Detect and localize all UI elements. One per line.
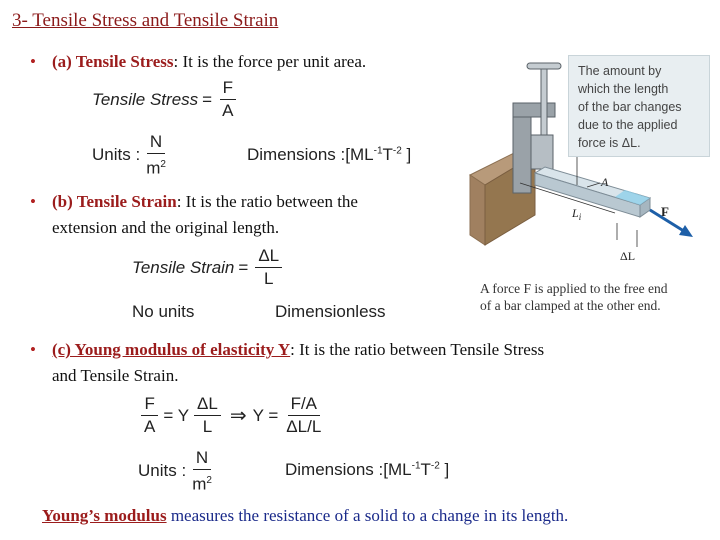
stress-dim-value: [$ML^{-1}T^{-2}$ ] bbox=[345, 145, 412, 164]
bullet-tensile-strain bbox=[30, 190, 358, 214]
young-fraction-2 bbox=[194, 394, 221, 437]
clamp-jaw bbox=[531, 135, 553, 169]
young-fraction-1 bbox=[141, 394, 158, 437]
figure-caption bbox=[480, 280, 667, 314]
strain-definition-1: : It is the ratio between the bbox=[176, 192, 358, 211]
strain-fraction-num: ΔL bbox=[255, 246, 282, 268]
label-delta-l: ΔL bbox=[620, 249, 636, 263]
strain-formula bbox=[132, 246, 285, 289]
label-li: $L_i$ bbox=[572, 206, 582, 222]
stress-dimensions bbox=[247, 145, 411, 165]
young-units-fraction bbox=[189, 448, 215, 495]
young-units-num: N bbox=[193, 448, 211, 470]
bullet-young-modulus bbox=[30, 338, 544, 362]
callout-line-3: of the bar changes bbox=[578, 100, 682, 114]
stress-units bbox=[92, 132, 172, 179]
young-units bbox=[138, 448, 218, 495]
strain-fraction-den: L bbox=[263, 269, 274, 288]
strain-formula-eq: = bbox=[238, 257, 249, 277]
young-y-eq: Y = bbox=[252, 405, 279, 425]
stress-label: (a) Tensile Stress bbox=[52, 52, 174, 71]
clamp-handle bbox=[527, 63, 561, 69]
clamp-arm bbox=[513, 103, 555, 117]
stress-fraction bbox=[219, 78, 236, 121]
stress-formula bbox=[92, 78, 239, 121]
clamp-screw bbox=[541, 65, 547, 135]
strain-dimensions: Dimensionless bbox=[275, 302, 386, 321]
bullet-dot: • bbox=[30, 192, 36, 211]
stress-fraction-den: A bbox=[222, 101, 234, 120]
young-f2-den: L bbox=[202, 417, 213, 436]
strain-units: No units bbox=[132, 302, 195, 321]
strain-definition-2: extension and the original length. bbox=[52, 218, 280, 237]
young-dimensions bbox=[285, 460, 449, 480]
young-f1-den: A bbox=[144, 417, 156, 436]
table-side bbox=[470, 175, 485, 245]
callout-line-5: force is ΔL. bbox=[578, 136, 641, 150]
callout-line-2: which the length bbox=[578, 82, 669, 96]
stress-fraction-num: F bbox=[220, 78, 236, 100]
young-f3-den: ΔL/L bbox=[286, 417, 322, 436]
young-label: (c) Young modulus of elasticity Y bbox=[52, 340, 291, 359]
bullet-dot: • bbox=[30, 52, 36, 71]
bullet-dot: • bbox=[30, 340, 36, 359]
strain-fraction bbox=[255, 246, 282, 289]
label-area-a: A bbox=[601, 175, 609, 189]
stress-units-label: Units : bbox=[92, 145, 141, 165]
callout-text bbox=[578, 62, 706, 152]
stress-dim-label: Dimensions : bbox=[247, 145, 346, 164]
stress-formula-eq: = bbox=[202, 89, 213, 109]
footer-statement bbox=[42, 506, 568, 526]
stress-units-fraction bbox=[143, 132, 169, 179]
implies-arrow-icon: ⇒ bbox=[229, 405, 247, 427]
figure-caption-line-2: of a bar clamped at the other end. bbox=[480, 298, 661, 313]
callout-line-1: The amount by bbox=[578, 64, 662, 78]
young-eq-y: = Y bbox=[163, 405, 190, 425]
young-formula bbox=[138, 394, 327, 437]
label-force-f: F bbox=[661, 204, 669, 219]
stress-units-den: $m^2$ bbox=[146, 158, 166, 178]
strain-formula-lhs: Tensile Strain bbox=[132, 257, 235, 277]
young-f2-num: ΔL bbox=[194, 394, 221, 416]
callout-line-4: due to the applied bbox=[578, 118, 678, 132]
stress-formula-lhs: Tensile Stress bbox=[92, 89, 199, 109]
young-f3-num: F/A bbox=[288, 394, 320, 416]
stress-units-num: N bbox=[147, 132, 165, 154]
footer-rest: measures the resistance of a solid to a change in its length. bbox=[166, 506, 569, 525]
figure-caption-line-1: A force F is applied to the free end bbox=[480, 281, 668, 296]
young-fraction-3 bbox=[283, 394, 324, 437]
young-dim-label: Dimensions : bbox=[285, 460, 384, 479]
young-dim-value: [$ML^{-1}T^{-2}$ ] bbox=[383, 460, 450, 479]
young-definition-2: and Tensile Strain. bbox=[52, 366, 179, 385]
young-units-den: $m^2$ bbox=[192, 474, 212, 494]
footer-bold: Young’s modulus bbox=[42, 506, 167, 525]
bullet-tensile-stress bbox=[30, 50, 366, 74]
stress-definition: : It is the force per unit area. bbox=[173, 52, 367, 71]
young-units-label: Units : bbox=[138, 461, 187, 481]
slide-title: 3- Tensile Stress and Tensile Strain bbox=[12, 10, 279, 31]
young-f1-num: F bbox=[141, 394, 157, 416]
young-definition-1: : It is the ratio between Tensile Stress bbox=[290, 340, 545, 359]
strain-label: (b) Tensile Strain bbox=[52, 192, 177, 211]
